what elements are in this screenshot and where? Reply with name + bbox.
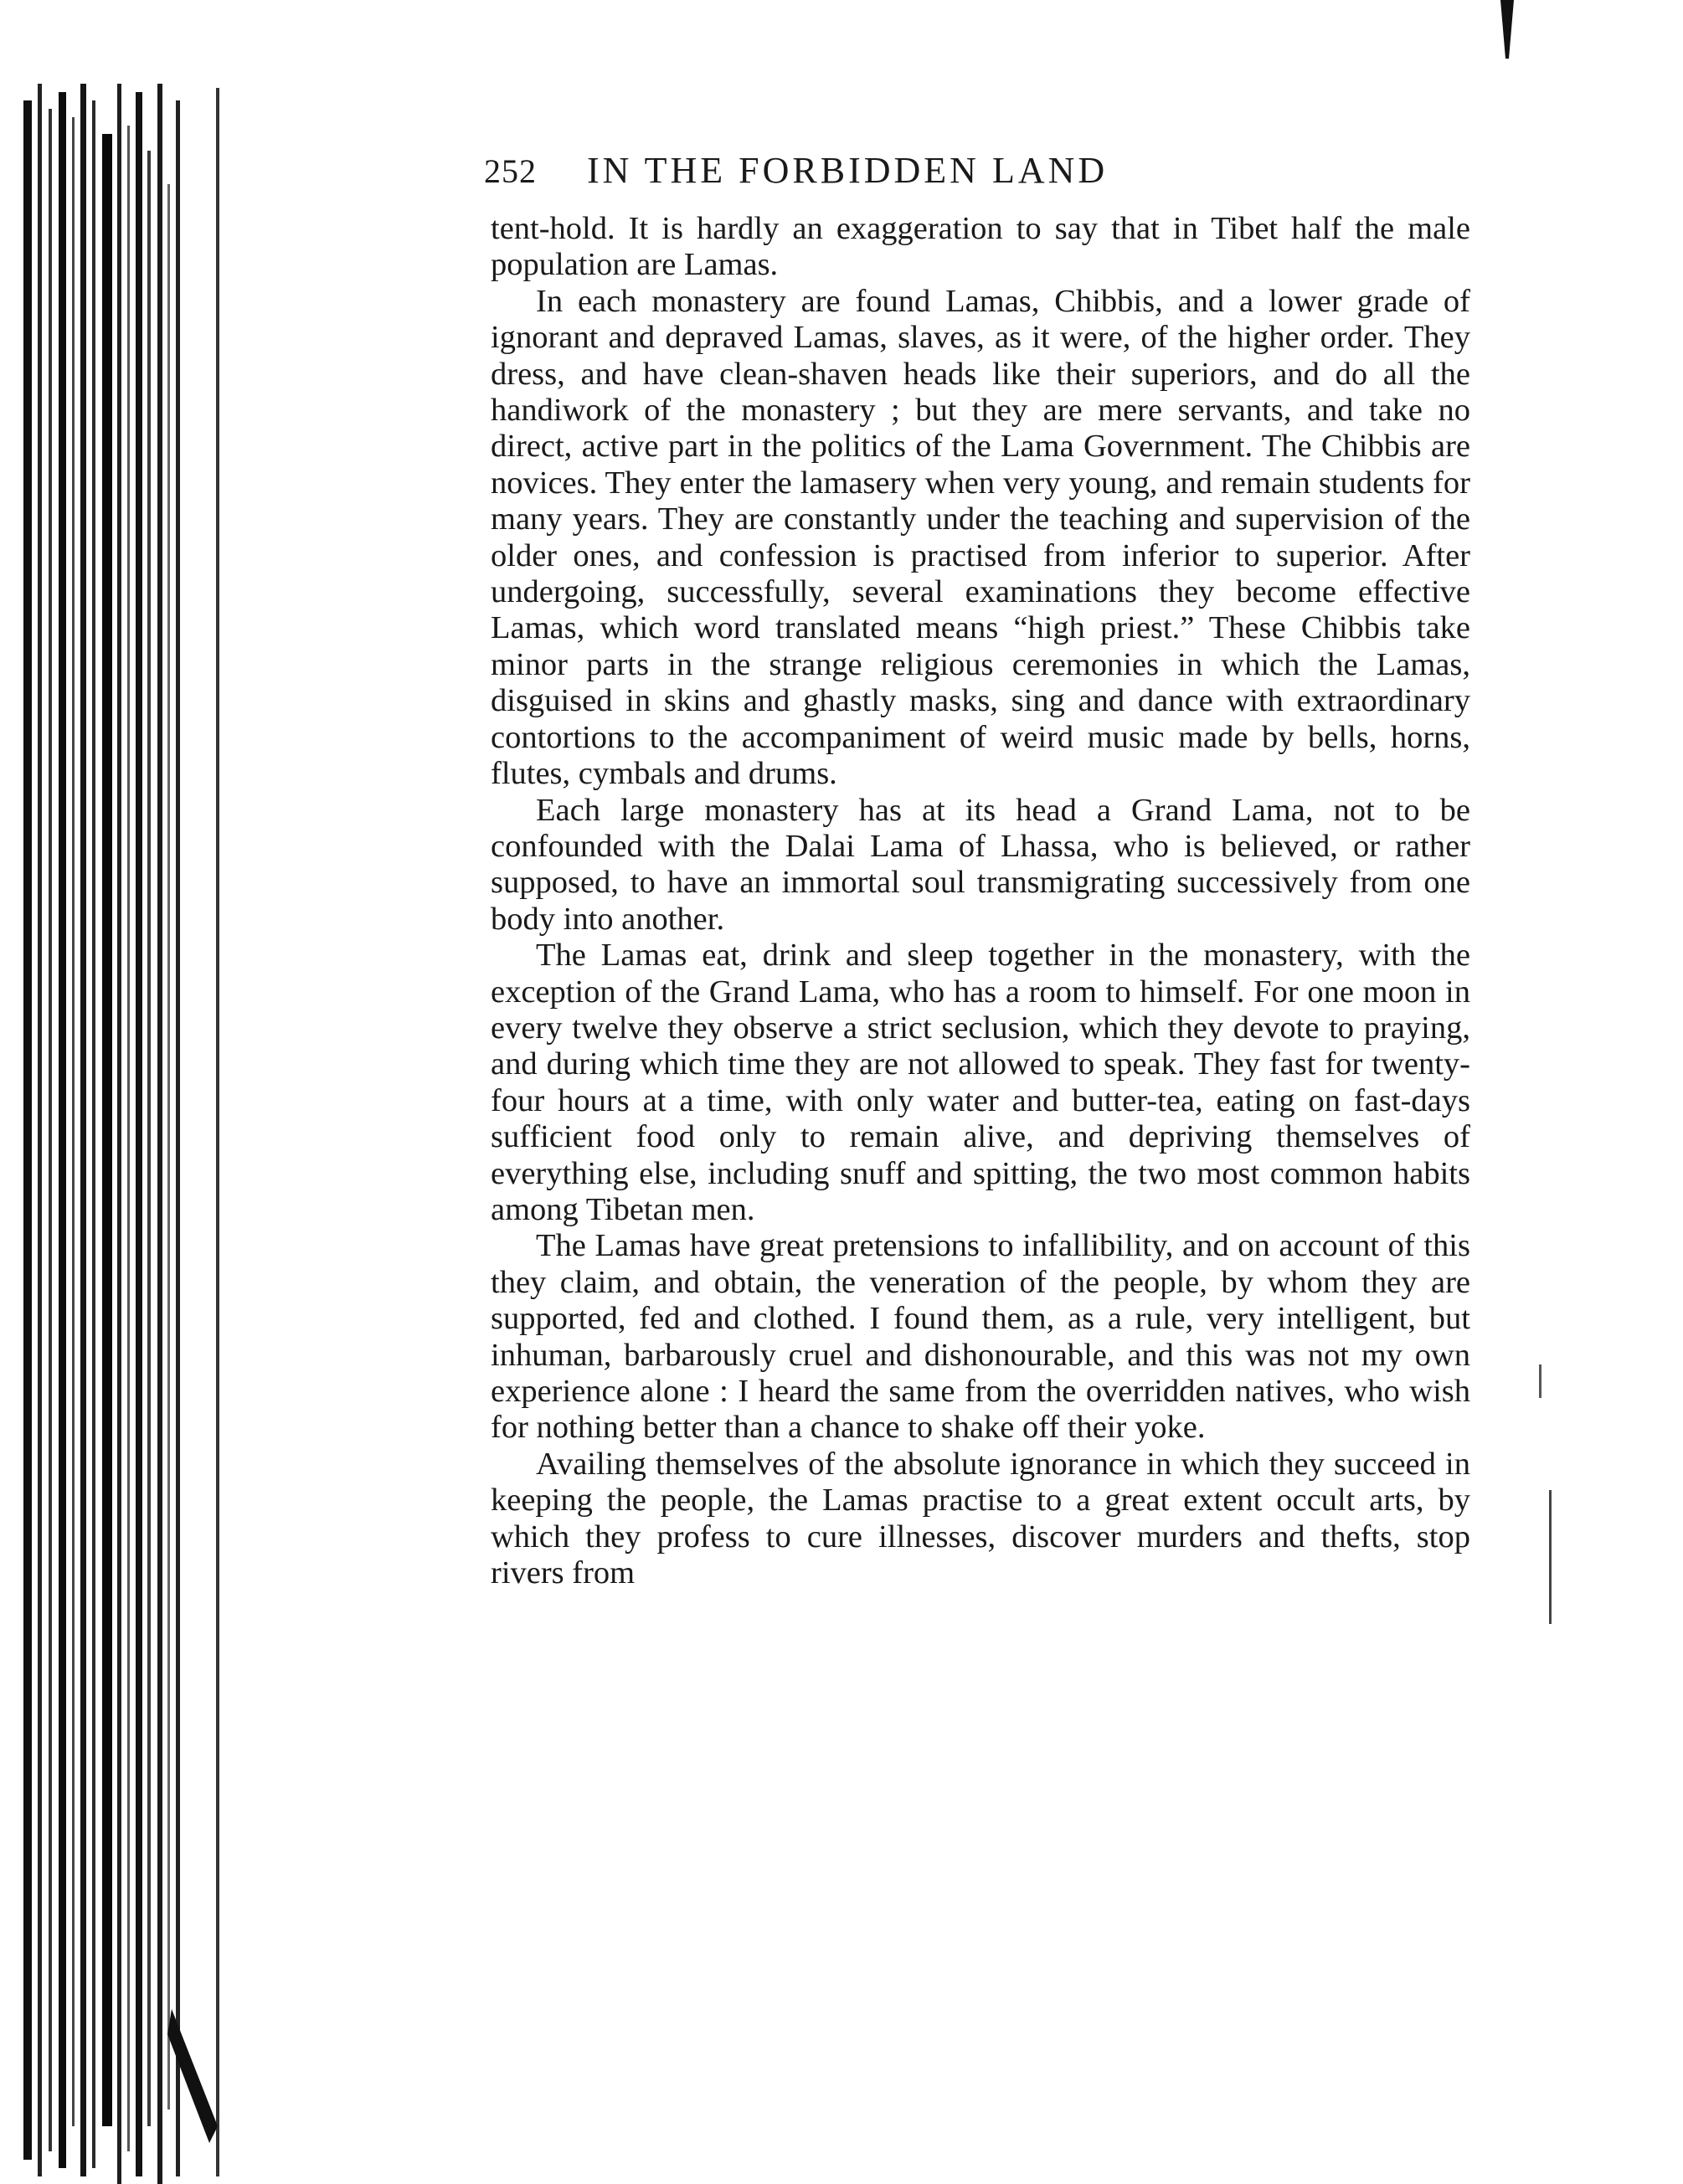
running-title: IN THE FORBIDDEN LAND [587,150,1109,191]
paragraph: In each monastery are found Lamas, Chibbis, and a lower grade of ignorant and depraved Lamas, slaves, as it were, of the higher order. They dress, and have clean-shaven heads like their superiors, and do all the handiwork of the monastery ; but they are mere servants, and take no direct, active part in the politics of the Lama Government. The Chibbis are novices. They enter the lamasery when very young, and remain students for many years. They are constantly under the teaching and supervision of the older ones, and confession is practised from inferior to superior. After undergoing, successfully, several examinations they become effective Lamas, which word translated means “high priest.” These Chibbis take minor parts in the strange religious ceremonies in which the Lamas, disguised in skins and ghastly masks, sing and dance with extraordinary contortions to the accompaniment of weird music made by bells, horns, flutes, cymbals and drums. [491,283,1470,792]
page-number: 252 [484,152,537,190]
paragraph: tent-hold. It is hardly an exaggeration to say that in Tibet half the male population are Lamas. [491,211,1470,283]
paragraph: The Lamas have great pretensions to infallibility, and on account of this they claim, and obtain, the veneration of the people, by whom they are supported, fed and clothed. I found them, as a rule, very intelligent, but inhuman, barbarously cruel and dishonourable, and this was not my own experience alone : I heard the same from the overridden natives, who wish for nothing better than a chance to shake off their yoke. [491,1228,1470,1446]
paragraph: Each large monastery has at its head a Grand Lama, not to be confounded with the Dalai Lama of Lhassa, who is believed, or rather supposed, to have an immortal soul transmigrating successively from one body into another. [491,792,1470,937]
running-header [484,149,1489,208]
binding-shadow-graphic [0,84,251,2184]
paragraph: The Lamas eat, drink and sleep together in the monastery, with the exception of the Grand Lama, who has a room to himself. For one moon in every twelve they observe a strict seclusion, which they devote to praying, and during which time they are not allowed to speak. They fast for twenty-four hours at a time, with only water and butter-tea, eating on fast-days sufficient food only to remain alive, and depriving themselves of everything else, including snuff and spitting, the two most common habits among Tibetan men. [491,938,1470,1227]
margin-scan-marks [1524,1239,1557,1624]
body-text [491,211,1470,1591]
paragraph: Availing themselves of the absolute ignorance in which they succeed in keeping the people, the Lamas practise to a great extent occult arts, by which they profess to cure illnesses, discover murders and thefts, stop rivers from [491,1446,1470,1591]
page-binding-edge [0,84,251,2184]
scan-corner-mark [1499,0,1516,67]
